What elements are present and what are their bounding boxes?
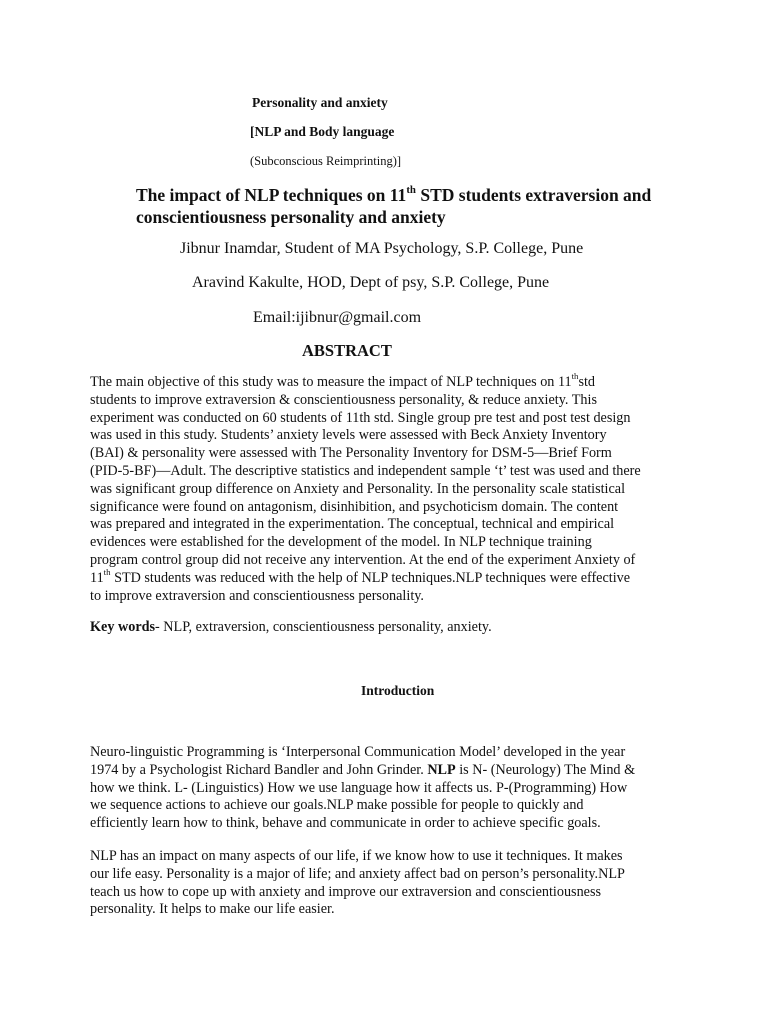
abstract-line: to improve extraversion and conscientiousness personality. — [90, 587, 424, 604]
intro-line: how we think. L- (Linguistics) How we use language how it affects us. P-(Programming) How — [90, 779, 628, 796]
intro-line: our life easy. Personality is a major of life; and anxiety affect bad on person’s personality.NLP — [90, 865, 625, 882]
author-1: Jibnur Inamdar, Student of MA Psychology, S.P. College, Pune — [180, 240, 584, 257]
abstract-line: evidences were established for the development of the model. In NLP technique training — [90, 534, 592, 551]
paper-title-line-2: conscientiousness personality and anxiety — [136, 207, 446, 227]
intro-line: 1974 by a Psychologist Richard Bandler and John Grinder. NLP is N- (Neurology) The Mind & — [90, 761, 636, 778]
intro-line: we sequence actions to achieve our goals.NLP make possible for people to quickly and — [90, 797, 584, 814]
abstract-line: was prepared and integrated in the experimentation. The conceptual, technical and empirical — [90, 516, 615, 533]
header-line-2: [NLP and Body language — [250, 124, 395, 139]
abstract-line: experiment was conducted on 60 students of 11th std. Single group pre test and post test design — [90, 409, 631, 426]
intro-line: NLP has an impact on many aspects of our life, if we know how to use it techniques. It makes — [90, 848, 623, 864]
intro-line: efficiently learn how to think, behave and communicate in order to achieve specific goals. — [90, 815, 601, 832]
header-line-3: (Subconscious Reimprinting)] — [250, 154, 402, 168]
abstract-line: was used in this study. Students’ anxiety levels were assessed with Beck Anxiety Inventory — [90, 427, 607, 444]
abstract-paragraph — [90, 370, 680, 605]
abstract-line: was significant group difference on Anxiety and Personality. In the personality scale statistical — [90, 480, 626, 497]
keywords-label: Key words — [90, 619, 156, 635]
author-email: Email:ijibnur@gmail.com — [253, 309, 422, 326]
abstract-line: program control group did not receive any intervention. At the end of the experiment Anxiety of — [90, 551, 636, 568]
keywords-text: - NLP, extraversion, conscientiousness personality, anxiety. — [155, 619, 492, 635]
abstract-line: (PID-5-BF)—Adult. The descriptive statistics and independent sample ‘t’ test was used and there — [90, 462, 641, 479]
keywords-line — [90, 619, 680, 637]
introduction-heading: Introduction — [361, 683, 435, 698]
intro-line: Neuro-linguistic Programming is ‘Interpersonal Communication Model’ developed in the year — [90, 744, 626, 760]
intro-paragraph-2 — [90, 848, 680, 919]
intro-paragraph-1 — [90, 744, 680, 833]
paper-title-line-1: The impact of NLP techniques on 11th STD students extraversion and — [136, 183, 652, 205]
abstract-line: students to improve extraversion & conscientiousness personality, & reduce anxiety. This — [90, 391, 597, 408]
abstract-line: The main objective of this study was to measure the impact of NLP techniques on 11thstd — [90, 370, 596, 390]
abstract-line: significance were found on antagonism, disinhibition, and psychoticism domain. The content — [90, 498, 619, 515]
intro-line: teach us how to cope up with anxiety and improve our extraversion and conscientiousness — [90, 883, 602, 900]
abstract-line: 11th STD students was reduced with the help of NLP techniques.NLP techniques were effective — [90, 566, 631, 586]
intro-line: personality. It helps to make our life easier. — [90, 901, 335, 918]
author-2: Aravind Kakulte, HOD, Dept of psy, S.P. College, Pune — [192, 274, 550, 291]
abstract-heading: ABSTRACT — [302, 341, 392, 360]
abstract-line: (BAI) & personality were assessed with The Personality Inventory for DSM-5—Brief Form — [90, 445, 612, 462]
header-line-1: Personality and anxiety — [252, 95, 388, 110]
